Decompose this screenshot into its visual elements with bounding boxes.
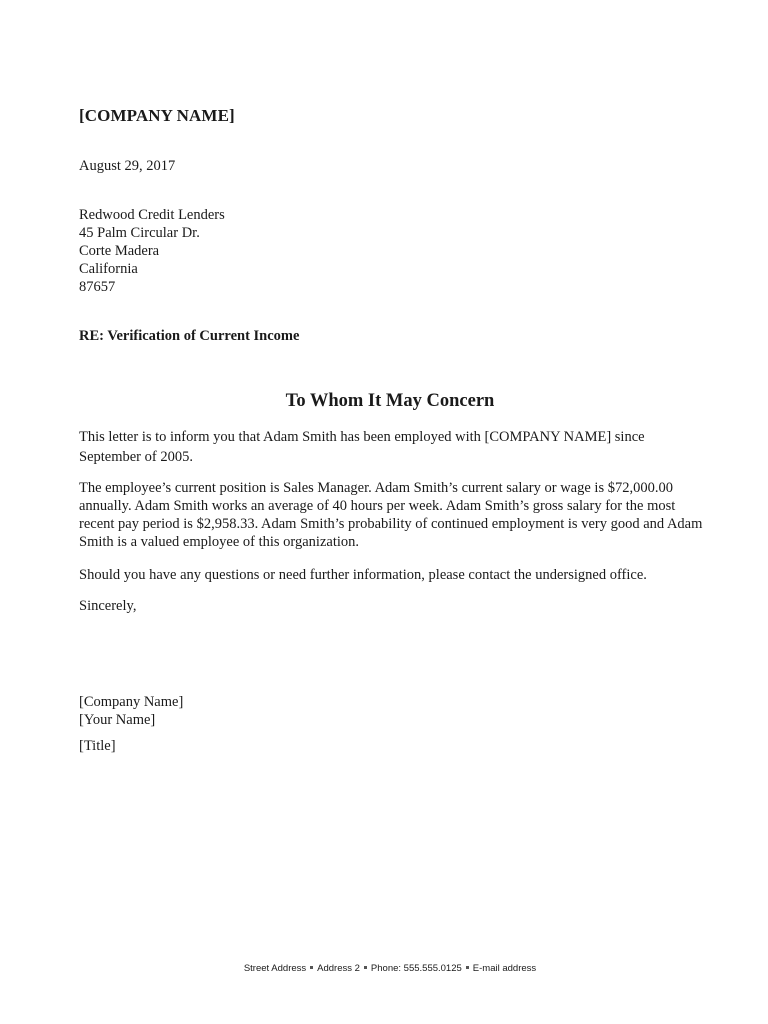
- company-name-heading: [COMPANY NAME]: [79, 106, 235, 125]
- bullet-separator-icon: [310, 966, 313, 969]
- letter-date: August 29, 2017: [79, 158, 176, 174]
- body-paragraph-2: The employee’s current position is Sales Manager. Adam Smith’s current salary or wage is $72,000.00 annually. Adam Smith works an average of 40 hours per week. Adam Smith’s gross salary for the most recent pay period is $2,958.33. Adam Smith’s probability of continued employment is very good and Adam Smith is a valued employee of this organization.: [79, 480, 703, 550]
- bullet-separator-icon: [466, 966, 469, 969]
- footer-address2: Address 2: [317, 963, 360, 974]
- body-paragraph-3: Should you have any questions or need further information, please contact the undersigned office.: [79, 567, 647, 583]
- recipient-zip: 87657: [79, 279, 116, 295]
- bullet-separator-icon: [364, 966, 367, 969]
- recipient-name: Redwood Credit Lenders: [79, 207, 225, 223]
- footer-street: Street Address: [243, 963, 307, 974]
- recipient-state: California: [79, 261, 138, 277]
- recipient-address: [79, 206, 225, 296]
- recipient-city: Corte Madera: [79, 243, 160, 259]
- signature-title: [Title]: [79, 738, 116, 754]
- salutation: To Whom It May Concern: [285, 391, 495, 411]
- footer-email: E-mail address: [472, 963, 537, 974]
- subject-line: RE: Verification of Current Income: [79, 328, 300, 344]
- signature-name: [Your Name]: [79, 712, 156, 728]
- closing: Sincerely,: [79, 598, 137, 614]
- recipient-street: 45 Palm Circular Dr.: [79, 225, 200, 241]
- signature-company: [Company Name]: [79, 694, 184, 710]
- page-footer: [0, 963, 768, 974]
- body-paragraph-1: This letter is to inform you that Adam Smith has been employed with [COMPANY NAME] since September of 2005.: [79, 429, 645, 465]
- footer-phone: Phone: 555.555.0125: [370, 963, 462, 974]
